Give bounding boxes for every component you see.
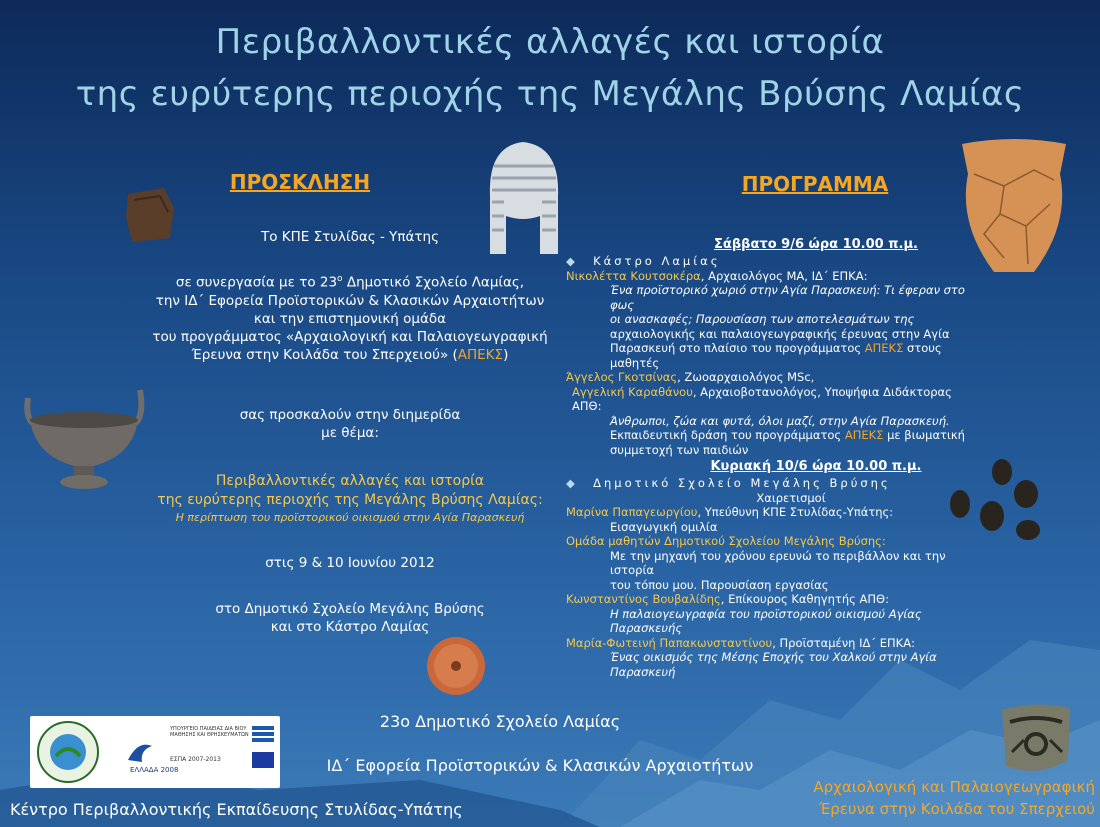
poster-title-line2: της ευρύτερης περιοχής της Μεγάλης Βρύσης Λαμίας (75, 74, 1025, 114)
speaker-5: Ομάδα μαθητών Δημοτικού Σχολείου Μεγάλης Βρύσης: (566, 534, 886, 548)
talk-1-line-4: Παρασκευή στο πλαίσιο του προγράμματος ΑΠΕΚΣ στους μαθητές (610, 341, 942, 370)
day1-place: ◆ Κάστρο Λαμίας (566, 254, 721, 268)
talk-2-line-3: συμμετοχή των παιδιών (610, 442, 749, 457)
footer-school: 23ο Δημοτικό Σχολείο Λαμίας (379, 712, 621, 731)
invite-line-2: με θέμα: (321, 425, 379, 441)
invitation-dates: στις 9 & 10 Ιουνίου 2012 (265, 555, 435, 571)
invitation-kpe: Το ΚΠΕ Στυλίδας - Υπάτης (260, 229, 440, 245)
sponsor-logos-box (30, 716, 280, 788)
talk-2-line-2: Εκπαιδευτική δράση του προγράμματος ΑΠΕΚΣ με βιωματική (610, 428, 965, 442)
ministry-caption: ΥΠΟΥΡΓΕΙΟ ΠΑΙΔΕΙΑΣ ΔΙΑ ΒΙΟΥ ΜΑΘΗΣΗΣ ΚΑΙ ΘΡΗΣΚΕΥΜΑΤΩΝ (170, 726, 249, 738)
program-day1 (566, 236, 966, 457)
talk-7-line-1: Ένας οικισμός της Μέσης Εποχής του Χαλκού στην Αγία (610, 650, 937, 664)
program-day2 (566, 458, 966, 679)
footer-ephorate: ΙΔ΄ Εφορεία Προϊστορικών & Κλασικών Αρχαιοτήτων (326, 756, 754, 775)
cooperation-line-1: σε συνεργασία με το $23^o$ Δημοτικό Σχολείο Λαμίας, (175, 274, 525, 291)
theme-line-3: Η περίπτωση του προϊστορικού οικισμού στην Αγία Παρασκευή (175, 511, 525, 524)
talk-5-line-2: του τόπου μου. Παρουσίαση εργασίας (610, 577, 829, 592)
talk-4-line-1: Εισαγωγική ομιλία (610, 519, 718, 534)
theme-line-2: της ευρύτερης περιοχής της Μεγάλης Βρύσης Λαμίας: (157, 492, 543, 508)
speaker-6: Κωνσταντίνος Βουβαλίδης, Επίκουρος Καθηγητής ΑΠΘ: (566, 592, 889, 606)
talk-7-line-2: Παρασκευή (610, 664, 676, 679)
invitation-place (120, 600, 580, 636)
program-heading: ΠΡΟΓΡΑΜΜΑ (741, 172, 889, 196)
cooperation-line-4: του προγράμματος «Αρχαιολογική και Παλαιογεωγραφική (152, 328, 548, 345)
poster-title-line1: Περιβαλλοντικές αλλαγές και ιστορία (215, 22, 885, 62)
invitation-invite (160, 406, 540, 442)
place-line-1: στο Δημοτικό Σχολείο Μεγάλης Βρύσης (215, 601, 485, 617)
invite-line-1: σας προσκαλούν στην διημερίδα (239, 407, 461, 423)
cooperation-line-5: Έρευνα στην Κοιλάδα του Σπερχειού» (ΑΠΕΚΣ) (191, 346, 509, 363)
speaker-2: Άγγελος Γκοτσίνας, Ζωοαρχαιολόγος MSc, (566, 370, 815, 384)
talk-5-line-1: Με την μηχανή του χρόνου ερευνώ το περιβάλλον και την ιστορία (610, 548, 946, 577)
espa-caption: ΕΣΠΑ 2007-2013 (170, 756, 221, 763)
day2-heading: Κυριακή 10/6 ώρα 10.00 π.μ. (710, 459, 922, 474)
cooperation-line-3: και την επιστημονική ομάδα (253, 310, 447, 327)
footer-project-line-2: Έρευνα στην Κοιλάδα του Σπερχειού (819, 800, 1095, 818)
talk-1-line-2: οι ανασκαφές; Παρουσίαση των αποτελεσμάτων της (610, 312, 915, 326)
footer-kpe: Κέντρο Περιβαλλοντικής Εκπαίδευσης Στυλίδας-Υπάτης (10, 800, 463, 819)
cooperation-line-2: την ΙΔ΄ Εφορεία Προϊστορικών & Κλασικών Αρχαιοτήτων (155, 292, 545, 309)
place-line-2: και στο Κάστρο Λαμίας (270, 619, 430, 635)
talk-6-line-1: Η παλαιογεωγραφία του προϊστορικού οικισμού Αγίας Παρασκευής (610, 606, 922, 635)
speaker-7: Μαρία-Φωτεινή Παπακωνσταντίνου, Προϊσταμένη ΙΔ΄ ΕΠΚΑ: (566, 635, 915, 650)
talk-1-line-1: Ένα προϊστορικό χωριό στην Αγία Παρασκευή: Τι έφεραν στο φως (610, 283, 965, 312)
talk-2-line-1: Άνθρωποι, ζώα και φυτά, όλοι μαζί, στην Αγία Παρασκευή. (610, 413, 950, 428)
invitation-cooperation (80, 270, 620, 364)
decorated-sherd-image (998, 700, 1074, 780)
invitation-heading: ΠΡΟΣΚΛΗΣΗ (229, 170, 371, 194)
invitation-theme (80, 472, 620, 526)
greetings: Χαιρετισμοί (756, 490, 826, 505)
day2-place: ◆ Δημοτικό Σχολείο Μεγάλης Βρύσης (566, 476, 891, 490)
speaker-4: Μαρίνα Παπαγεωργίου, Υπεύθυνη ΚΠΕ Στυλίδας-Υπάτης: (566, 505, 894, 519)
spindle-whorl-image (424, 634, 488, 698)
speaker-3: Αγγελική Καραθάνου, Αρχαιοβοτανολόγος, Υποψήφια Διδάκτορας ΑΠΘ: (572, 384, 952, 413)
theme-line-1: Περιβαλλοντικές αλλαγές και ιστορία (215, 473, 485, 489)
logo-year-caption: ΕΛΛΑΔΑ 2008 (130, 766, 179, 774)
footer-project-line-1: Αρχαιολογική και Παλαιογεωγραφική (813, 778, 1095, 796)
day1-heading: Σάββατο 9/6 ώρα 10.00 π.μ. (714, 237, 918, 252)
talk-1-line-3: αρχαιολογικής και παλαιογεωγραφικής έρευνας στην Αγία (610, 326, 950, 341)
speaker-1: Νικολέττα Κουτσοκέρα, Αρχαιολόγος ΜΑ, ΙΔ΄ ΕΠΚΑ: (566, 268, 868, 283)
large-jar-image (954, 134, 1074, 284)
